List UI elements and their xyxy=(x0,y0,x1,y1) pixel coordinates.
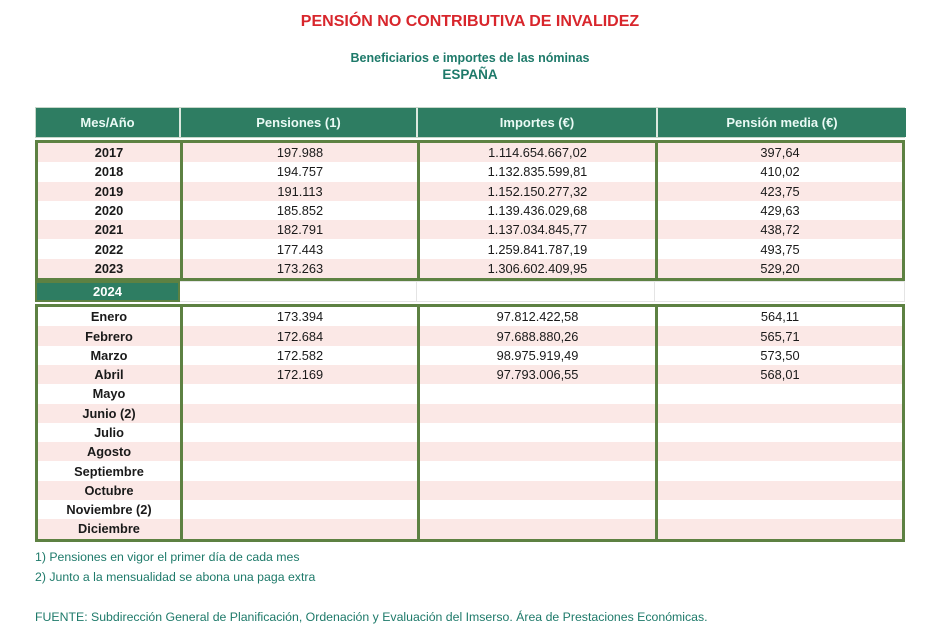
value-cell: 493,75 xyxy=(655,239,902,258)
value-cell: 397,64 xyxy=(655,143,902,162)
months-block xyxy=(35,304,905,542)
row-label-cell: 2023 xyxy=(94,260,124,276)
value-cell xyxy=(417,481,655,500)
value-cell xyxy=(180,442,417,461)
value-cell: 568,01 xyxy=(655,365,902,384)
value-cell xyxy=(655,500,902,519)
column-header-mes-ano: Mes/Año xyxy=(36,108,179,137)
footnotes xyxy=(35,549,940,586)
value-cell xyxy=(180,519,417,538)
table-row xyxy=(38,404,902,423)
value-cell: 573,50 xyxy=(655,346,902,365)
footnote-2: 2) Junto a la mensualidad se abona una paga extra xyxy=(35,569,316,584)
value-cell: 97.812.422,58 xyxy=(417,307,655,326)
value-cell: 172.684 xyxy=(180,326,417,345)
row-label-cell: Septiembre xyxy=(74,463,144,479)
value-cell: 1.152.150.277,32 xyxy=(417,182,655,201)
row-label-cell: Diciembre xyxy=(78,521,140,537)
value-cell xyxy=(655,481,902,500)
column-header-pension-media: Pensión media (€) xyxy=(658,108,906,137)
year-divider-row xyxy=(35,281,905,302)
table-row xyxy=(38,519,902,538)
value-cell: 191.113 xyxy=(180,182,417,201)
value-cell: 182.791 xyxy=(180,220,417,239)
value-cell xyxy=(655,442,902,461)
value-cell: 410,02 xyxy=(655,162,902,181)
table-row xyxy=(38,481,902,500)
page-title: PENSIÓN NO CONTRIBUTIVA DE INVALIDEZ xyxy=(300,13,640,30)
table-row xyxy=(38,239,902,258)
value-cell: 97.688.880,26 xyxy=(417,326,655,345)
value-cell xyxy=(417,500,655,519)
table-row xyxy=(38,162,902,181)
page-subtitle: Beneficiarios e importes de las nóminas xyxy=(350,51,590,65)
row-label-cell: 2022 xyxy=(94,241,124,257)
value-cell: 1.114.654.667,02 xyxy=(417,143,655,162)
value-cell xyxy=(417,461,655,480)
value-cell: 565,71 xyxy=(655,326,902,345)
row-label-cell: Enero xyxy=(90,309,128,325)
value-cell xyxy=(180,423,417,442)
empty-cell xyxy=(655,281,905,302)
value-cell: 429,63 xyxy=(655,201,902,220)
value-cell: 172.169 xyxy=(180,365,417,384)
value-cell: 529,20 xyxy=(655,259,902,278)
table-header-row xyxy=(35,107,905,138)
value-cell xyxy=(655,461,902,480)
value-cell xyxy=(417,423,655,442)
empty-cell xyxy=(180,281,417,302)
value-cell xyxy=(180,404,417,423)
table-row xyxy=(38,326,902,345)
row-label-cell: Agosto xyxy=(86,444,132,460)
value-cell xyxy=(180,500,417,519)
empty-cell xyxy=(417,281,655,302)
table-row xyxy=(38,461,902,480)
table-row xyxy=(38,220,902,239)
column-header-importes: Importes (€) xyxy=(418,108,656,137)
row-label-cell: Noviembre (2) xyxy=(66,502,152,518)
row-label-cell: 2021 xyxy=(94,222,124,238)
value-cell xyxy=(655,519,902,538)
table-row xyxy=(38,500,902,519)
value-cell: 1.139.436.029,68 xyxy=(417,201,655,220)
row-label-cell: Marzo xyxy=(90,347,128,363)
table-row xyxy=(38,346,902,365)
value-cell xyxy=(417,384,655,403)
value-cell xyxy=(655,404,902,423)
row-label-cell: 2018 xyxy=(94,164,124,180)
source-line: FUENTE: Subdirección General de Planificación, Ordenación y Evaluación del Imserso. Área de Prestaciones Económicas. xyxy=(35,609,708,624)
table-row xyxy=(38,423,902,442)
value-cell xyxy=(180,384,417,403)
value-cell: 564,11 xyxy=(655,307,902,326)
pension-table xyxy=(35,107,905,542)
value-cell xyxy=(180,481,417,500)
value-cell: 185.852 xyxy=(180,201,417,220)
row-label-cell: Abril xyxy=(94,367,124,383)
value-cell: 423,75 xyxy=(655,182,902,201)
table-row xyxy=(38,143,902,162)
value-cell: 172.582 xyxy=(180,346,417,365)
value-cell xyxy=(417,442,655,461)
table-row xyxy=(38,384,902,403)
value-cell: 173.263 xyxy=(180,259,417,278)
row-label-cell: 2017 xyxy=(94,145,124,161)
region-label: ESPAÑA xyxy=(442,67,498,82)
row-label-cell: 2020 xyxy=(94,203,124,219)
table-row xyxy=(38,182,902,201)
value-cell: 1.306.602.409,95 xyxy=(417,259,655,278)
value-cell xyxy=(655,423,902,442)
value-cell xyxy=(417,519,655,538)
value-cell: 177.443 xyxy=(180,239,417,258)
value-cell: 1.132.835.599,81 xyxy=(417,162,655,181)
value-cell xyxy=(417,404,655,423)
table-row xyxy=(38,365,902,384)
row-label-cell: Julio xyxy=(94,425,124,440)
row-label-cell: Febrero xyxy=(85,328,133,344)
row-label-cell: 2019 xyxy=(94,183,124,199)
value-cell: 197.988 xyxy=(180,143,417,162)
table-row xyxy=(38,201,902,220)
value-cell: 194.757 xyxy=(180,162,417,181)
row-label-cell: Junio (2) xyxy=(82,405,136,421)
value-cell xyxy=(655,384,902,403)
footnote-1: 1) Pensiones en vigor el primer día de cada mes xyxy=(35,549,300,564)
value-cell: 173.394 xyxy=(180,307,417,326)
years-block xyxy=(35,140,905,281)
value-cell: 1.137.034.845,77 xyxy=(417,220,655,239)
value-cell: 438,72 xyxy=(655,220,902,239)
value-cell: 97.793.006,55 xyxy=(417,365,655,384)
table-row xyxy=(38,307,902,326)
row-label-cell: Octubre xyxy=(84,482,134,498)
year-2024-cell: 2024 xyxy=(35,281,180,302)
value-cell: 98.975.919,49 xyxy=(417,346,655,365)
table-row xyxy=(38,259,902,278)
value-cell: 1.259.841.787,19 xyxy=(417,239,655,258)
value-cell xyxy=(180,461,417,480)
row-label-cell: Mayo xyxy=(92,386,126,402)
column-header-pensiones: Pensiones (1) xyxy=(181,108,416,137)
table-row xyxy=(38,442,902,461)
